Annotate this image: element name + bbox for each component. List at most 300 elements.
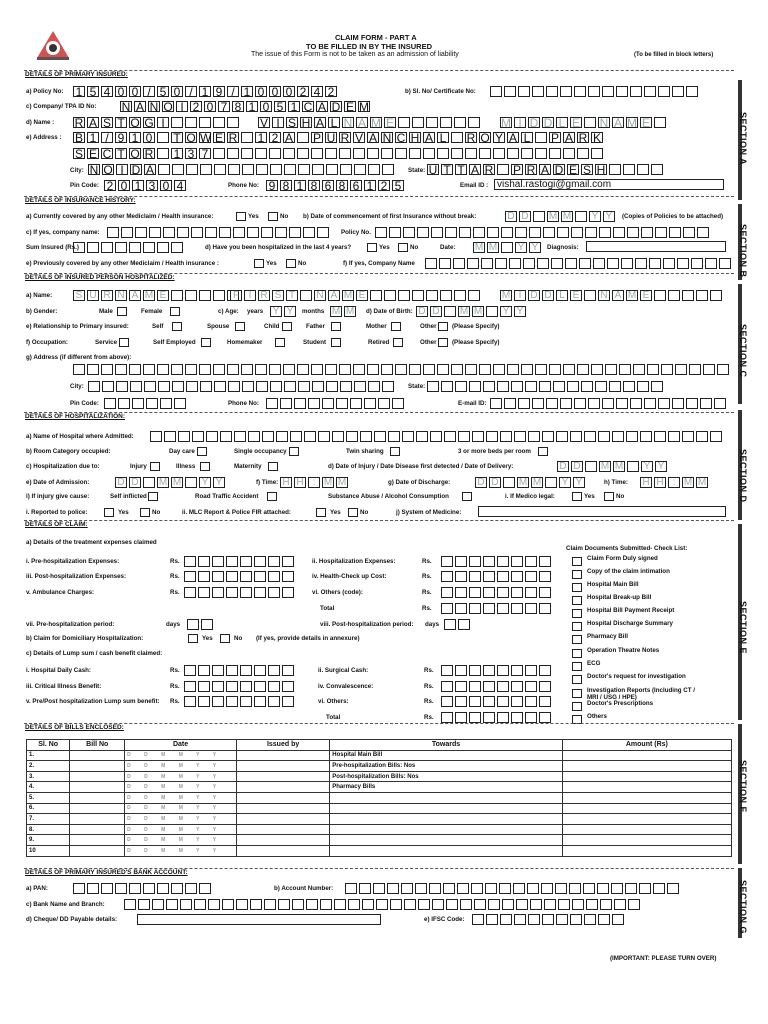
option-checkbox[interactable]: [267, 492, 277, 501]
bank-name-field[interactable]: [124, 899, 640, 910]
char-box[interactable]: [177, 227, 189, 238]
patient-surname-field[interactable]: [73, 290, 239, 301]
char-box[interactable]: 2: [104, 180, 116, 191]
char-box[interactable]: [570, 431, 582, 442]
char-box[interactable]: [143, 883, 155, 894]
char-box[interactable]: [129, 883, 141, 894]
char-box[interactable]: [465, 148, 477, 159]
char-box[interactable]: 1: [241, 86, 253, 97]
char-box[interactable]: M: [473, 306, 483, 317]
char-box[interactable]: [525, 681, 537, 692]
char-box[interactable]: D: [115, 477, 127, 488]
char-box[interactable]: [226, 587, 238, 598]
char-box[interactable]: [248, 431, 260, 442]
char-box[interactable]: 1: [246, 101, 258, 112]
char-box[interactable]: [200, 164, 212, 175]
char-box[interactable]: [483, 381, 495, 392]
char-box[interactable]: [563, 364, 575, 375]
char-box[interactable]: [626, 431, 638, 442]
char-box[interactable]: [184, 681, 196, 692]
char-box[interactable]: S: [582, 163, 591, 177]
char-box[interactable]: [689, 364, 701, 375]
char-box[interactable]: [213, 364, 225, 375]
char-box[interactable]: R: [228, 131, 238, 145]
char-box[interactable]: [455, 665, 467, 676]
char-box[interactable]: [227, 117, 239, 128]
char-box[interactable]: M: [562, 211, 572, 222]
char-box[interactable]: [254, 681, 266, 692]
char-box[interactable]: [199, 883, 211, 894]
char-box[interactable]: [163, 227, 175, 238]
char-box[interactable]: [124, 899, 136, 910]
char-box[interactable]: V: [354, 131, 363, 145]
char-box[interactable]: [381, 148, 393, 159]
char-box[interactable]: [280, 398, 292, 409]
char-box[interactable]: [599, 227, 611, 238]
char-box[interactable]: [483, 556, 495, 567]
char-box[interactable]: [185, 883, 197, 894]
char-box[interactable]: [527, 883, 539, 894]
char-box[interactable]: [633, 364, 645, 375]
char-box[interactable]: [318, 431, 330, 442]
char-box[interactable]: [441, 665, 453, 676]
char-box[interactable]: D: [554, 163, 564, 177]
checklist-checkbox[interactable]: [572, 596, 582, 605]
char-box[interactable]: E: [640, 290, 652, 301]
char-box[interactable]: [647, 364, 659, 375]
char-box[interactable]: [630, 86, 642, 97]
char-box[interactable]: M: [343, 290, 353, 301]
char-box[interactable]: [614, 899, 626, 910]
char-box[interactable]: 9: [213, 86, 225, 97]
char-box[interactable]: [481, 258, 493, 269]
char-box[interactable]: Y: [515, 242, 527, 253]
char-box[interactable]: [507, 364, 519, 375]
char-box[interactable]: I: [176, 101, 188, 112]
char-box[interactable]: [528, 914, 540, 925]
char-box[interactable]: [653, 883, 665, 894]
char-box[interactable]: [654, 431, 666, 442]
char-box[interactable]: 0: [143, 132, 155, 143]
char-box[interactable]: [521, 148, 533, 159]
char-box[interactable]: N: [382, 131, 392, 145]
char-box[interactable]: [115, 242, 127, 253]
policy-number-field[interactable]: [73, 86, 337, 97]
char-box[interactable]: [635, 258, 647, 269]
char-box[interactable]: [191, 227, 203, 238]
char-box[interactable]: [101, 364, 113, 375]
char-box[interactable]: [255, 364, 267, 375]
bills-cell[interactable]: [330, 803, 563, 814]
char-box[interactable]: [320, 899, 332, 910]
char-box[interactable]: [312, 164, 324, 175]
bills-cell[interactable]: [70, 814, 125, 825]
char-box[interactable]: [390, 899, 402, 910]
bills-cell[interactable]: [236, 771, 329, 782]
char-box[interactable]: [398, 117, 410, 128]
char-box[interactable]: P: [312, 131, 321, 145]
char-box[interactable]: [500, 431, 512, 442]
char-box[interactable]: V: [259, 116, 268, 130]
char-box[interactable]: [334, 899, 346, 910]
char-box[interactable]: [298, 164, 310, 175]
char-box[interactable]: [444, 306, 456, 317]
char-box[interactable]: [654, 290, 666, 301]
char-box[interactable]: 0: [115, 86, 127, 97]
char-box[interactable]: [497, 603, 509, 614]
char-box[interactable]: A: [328, 290, 340, 301]
char-box[interactable]: 1: [87, 132, 99, 143]
char-box[interactable]: [672, 86, 684, 97]
char-box[interactable]: [297, 148, 309, 159]
char-box[interactable]: [439, 258, 451, 269]
char-box[interactable]: [441, 712, 453, 723]
char-box[interactable]: [525, 712, 537, 723]
char-box[interactable]: [214, 164, 226, 175]
char-box[interactable]: [129, 364, 141, 375]
char-box[interactable]: [308, 398, 320, 409]
char-box[interactable]: M: [345, 306, 355, 317]
char-box[interactable]: [340, 381, 352, 392]
char-box[interactable]: [174, 398, 186, 409]
ifsc-field[interactable]: [472, 914, 624, 925]
char-box[interactable]: [254, 665, 266, 676]
char-box[interactable]: [440, 117, 452, 128]
char-box[interactable]: P: [550, 131, 559, 145]
char-box[interactable]: [325, 148, 337, 159]
char-box[interactable]: D: [557, 461, 569, 472]
char-box[interactable]: [495, 258, 507, 269]
char-box[interactable]: [487, 227, 499, 238]
days-field[interactable]: [444, 619, 470, 630]
pin-code-field[interactable]: [104, 180, 186, 191]
char-box[interactable]: 5: [87, 86, 99, 97]
bills-cell[interactable]: Pharmacy Bills: [330, 782, 563, 793]
char-box[interactable]: [289, 227, 301, 238]
char-box[interactable]: [504, 398, 516, 409]
char-box[interactable]: 9: [266, 180, 278, 191]
char-box[interactable]: [212, 696, 224, 707]
char-box[interactable]: W: [200, 131, 212, 145]
char-box[interactable]: [432, 899, 444, 910]
char-box[interactable]: [171, 883, 183, 894]
char-box[interactable]: D: [416, 306, 428, 317]
char-box[interactable]: [445, 227, 457, 238]
char-box[interactable]: [339, 364, 351, 375]
char-box[interactable]: M: [683, 477, 693, 488]
char-box[interactable]: [441, 381, 453, 392]
char-box[interactable]: [497, 712, 509, 723]
char-box[interactable]: [157, 242, 169, 253]
prev-company-field[interactable]: [425, 258, 731, 269]
phone-field[interactable]: [266, 180, 404, 191]
char-box[interactable]: [402, 431, 414, 442]
char-box[interactable]: [453, 258, 465, 269]
char-box[interactable]: 8: [308, 180, 320, 191]
char-box[interactable]: [240, 681, 252, 692]
char-box[interactable]: [493, 364, 505, 375]
char-box[interactable]: [574, 86, 586, 97]
hospitalized-yes-checkbox[interactable]: [367, 243, 377, 252]
char-box[interactable]: [220, 431, 232, 442]
bills-cell[interactable]: [236, 792, 329, 803]
char-box[interactable]: [556, 431, 568, 442]
char-box[interactable]: [516, 899, 528, 910]
char-box[interactable]: M: [532, 477, 542, 488]
char-box[interactable]: [542, 914, 554, 925]
char-box[interactable]: [565, 258, 577, 269]
char-box[interactable]: [240, 571, 252, 582]
char-box[interactable]: [382, 164, 394, 175]
char-box[interactable]: [497, 587, 509, 598]
char-box[interactable]: [199, 290, 211, 301]
hospitalized-no-checkbox[interactable]: [398, 243, 408, 252]
char-box[interactable]: 0: [269, 86, 281, 97]
char-box[interactable]: [340, 164, 352, 175]
char-box[interactable]: M: [459, 306, 469, 317]
char-box[interactable]: [317, 227, 329, 238]
char-box[interactable]: [227, 364, 239, 375]
char-box[interactable]: [427, 381, 439, 392]
char-box[interactable]: [451, 364, 463, 375]
char-box[interactable]: [354, 164, 366, 175]
char-box[interactable]: [451, 148, 463, 159]
char-box[interactable]: [418, 899, 430, 910]
char-box[interactable]: [455, 712, 467, 723]
char-box[interactable]: [509, 258, 521, 269]
char-box[interactable]: [268, 556, 280, 567]
char-box[interactable]: [268, 587, 280, 598]
char-box[interactable]: [521, 364, 533, 375]
char-box[interactable]: D: [475, 477, 487, 488]
char-box[interactable]: [691, 258, 703, 269]
char-box[interactable]: [292, 899, 304, 910]
char-box[interactable]: M: [697, 477, 707, 488]
char-box[interactable]: 4: [174, 180, 186, 191]
patient-first-name-field[interactable]: [230, 290, 480, 301]
char-box[interactable]: [469, 556, 481, 567]
char-box[interactable]: F: [230, 290, 242, 301]
char-box[interactable]: [469, 587, 481, 598]
char-box[interactable]: [254, 571, 266, 582]
char-box[interactable]: [392, 398, 404, 409]
char-box[interactable]: [213, 290, 225, 301]
char-box[interactable]: [171, 364, 183, 375]
char-box[interactable]: [539, 665, 551, 676]
char-box[interactable]: M: [627, 290, 637, 301]
char-box[interactable]: E: [571, 116, 580, 130]
option-checkbox[interactable]: [235, 322, 245, 331]
char-box[interactable]: [353, 364, 365, 375]
medico-yes-checkbox[interactable]: [572, 492, 582, 501]
char-box[interactable]: R: [526, 163, 536, 177]
char-box[interactable]: [644, 398, 656, 409]
char-box[interactable]: A: [129, 290, 141, 301]
char-box[interactable]: [556, 914, 568, 925]
char-box[interactable]: [228, 164, 240, 175]
char-box[interactable]: [129, 242, 141, 253]
bills-cell[interactable]: [562, 824, 731, 835]
char-box[interactable]: [669, 227, 681, 238]
checklist-checkbox[interactable]: [572, 557, 582, 566]
char-box[interactable]: 1: [255, 132, 267, 143]
char-box[interactable]: [325, 364, 337, 375]
char-box[interactable]: [143, 242, 155, 253]
email-field[interactable]: vishal.rastogi@gmail.com: [494, 179, 724, 190]
char-box[interactable]: 0: [255, 86, 267, 97]
account-number-field[interactable]: [345, 883, 679, 894]
char-box[interactable]: [226, 696, 238, 707]
char-box[interactable]: S: [102, 116, 111, 130]
char-box[interactable]: [160, 398, 172, 409]
char-box[interactable]: [115, 883, 127, 894]
amount-field[interactable]: [441, 556, 551, 567]
char-box[interactable]: T: [171, 132, 183, 143]
char-box[interactable]: [710, 290, 722, 301]
char-box[interactable]: [247, 227, 259, 238]
char-box[interactable]: [585, 461, 597, 472]
char-box[interactable]: [545, 477, 557, 488]
char-box[interactable]: 6: [350, 180, 362, 191]
char-box[interactable]: [166, 899, 178, 910]
bills-cell[interactable]: Post-hospitalization Bills: Nos: [330, 771, 563, 782]
char-box[interactable]: [311, 148, 323, 159]
bills-cell[interactable]: [70, 750, 125, 761]
bills-cell[interactable]: [70, 761, 125, 772]
char-box[interactable]: [490, 86, 502, 97]
option-checkbox[interactable]: [331, 338, 341, 347]
bills-cell[interactable]: [70, 835, 125, 846]
char-box[interactable]: [529, 227, 541, 238]
char-box[interactable]: 1: [73, 86, 85, 97]
char-box[interactable]: [212, 681, 224, 692]
bills-cell[interactable]: D D M M Y Y: [125, 782, 237, 793]
patient-pin-field[interactable]: [104, 398, 186, 409]
amount-field[interactable]: [184, 571, 294, 582]
checklist-checkbox[interactable]: [572, 570, 582, 579]
char-box[interactable]: [278, 899, 290, 910]
char-box[interactable]: Y: [199, 477, 211, 488]
char-box[interactable]: [157, 132, 169, 143]
char-box[interactable]: [186, 164, 198, 175]
char-box[interactable]: [268, 681, 280, 692]
char-box[interactable]: B: [74, 131, 83, 145]
char-box[interactable]: R: [144, 147, 154, 161]
char-box[interactable]: [488, 899, 500, 910]
char-box[interactable]: [368, 164, 380, 175]
char-box[interactable]: [682, 290, 694, 301]
char-box[interactable]: D: [543, 116, 553, 130]
char-box[interactable]: [468, 117, 480, 128]
char-box[interactable]: D: [129, 477, 141, 488]
patient-city-field[interactable]: [88, 381, 394, 392]
char-box[interactable]: [443, 883, 455, 894]
char-box[interactable]: 8: [336, 180, 348, 191]
char-box[interactable]: [198, 571, 210, 582]
city-field[interactable]: [88, 164, 394, 175]
char-box[interactable]: [668, 431, 680, 442]
char-box[interactable]: [572, 899, 584, 910]
char-box[interactable]: [409, 364, 421, 375]
char-box[interactable]: M: [158, 477, 168, 488]
char-box[interactable]: [528, 431, 540, 442]
char-box[interactable]: D: [331, 100, 341, 114]
char-box[interactable]: [627, 227, 639, 238]
char-box[interactable]: [549, 364, 561, 375]
char-box[interactable]: 2: [269, 132, 281, 143]
char-box[interactable]: [104, 398, 116, 409]
char-box[interactable]: [595, 381, 607, 392]
char-box[interactable]: [585, 227, 597, 238]
char-box[interactable]: Y: [559, 477, 571, 488]
char-box[interactable]: [101, 883, 113, 894]
char-box[interactable]: A: [424, 131, 433, 145]
days-field[interactable]: [187, 619, 213, 630]
char-box[interactable]: [429, 883, 441, 894]
bills-cell[interactable]: [236, 761, 329, 772]
char-box[interactable]: /: [185, 86, 197, 97]
char-box[interactable]: T: [115, 117, 127, 128]
char-box[interactable]: [198, 696, 210, 707]
char-box[interactable]: [455, 681, 467, 692]
char-box[interactable]: [275, 227, 287, 238]
char-box[interactable]: [398, 290, 410, 301]
char-box[interactable]: [483, 571, 495, 582]
char-box[interactable]: [192, 431, 204, 442]
char-box[interactable]: [441, 571, 453, 582]
char-box[interactable]: [282, 696, 294, 707]
age-months-field[interactable]: [330, 306, 356, 317]
char-box[interactable]: [649, 258, 661, 269]
mlc-yes-checkbox[interactable]: [316, 508, 326, 517]
char-box[interactable]: [612, 914, 624, 925]
char-box[interactable]: [423, 148, 435, 159]
char-box[interactable]: H: [640, 477, 652, 488]
char-box[interactable]: M: [518, 477, 528, 488]
char-box[interactable]: [591, 364, 603, 375]
char-box[interactable]: [651, 381, 663, 392]
char-box[interactable]: [256, 381, 268, 392]
char-box[interactable]: [575, 211, 587, 222]
char-box[interactable]: [395, 148, 407, 159]
char-box[interactable]: [625, 883, 637, 894]
char-box[interactable]: M: [172, 477, 182, 488]
char-box[interactable]: [199, 117, 211, 128]
char-box[interactable]: 0: [129, 86, 141, 97]
char-box[interactable]: H: [410, 131, 420, 145]
char-box[interactable]: [497, 556, 509, 567]
char-box[interactable]: [312, 381, 324, 392]
admission-date-field[interactable]: [115, 477, 225, 488]
char-box[interactable]: O: [186, 131, 196, 145]
char-box[interactable]: [198, 665, 210, 676]
char-box[interactable]: [185, 364, 197, 375]
char-box[interactable]: [530, 899, 542, 910]
char-box[interactable]: L: [328, 117, 340, 128]
char-box[interactable]: [150, 431, 162, 442]
char-box[interactable]: [469, 681, 481, 692]
char-box[interactable]: [205, 227, 217, 238]
char-box[interactable]: N: [599, 116, 609, 130]
char-box[interactable]: [532, 86, 544, 97]
char-box[interactable]: [359, 883, 371, 894]
char-box[interactable]: [539, 571, 551, 582]
char-box[interactable]: [441, 696, 453, 707]
option-checkbox[interactable]: [119, 338, 129, 347]
admission-time-field[interactable]: [280, 477, 348, 488]
char-box[interactable]: [503, 477, 515, 488]
char-box[interactable]: [454, 290, 466, 301]
